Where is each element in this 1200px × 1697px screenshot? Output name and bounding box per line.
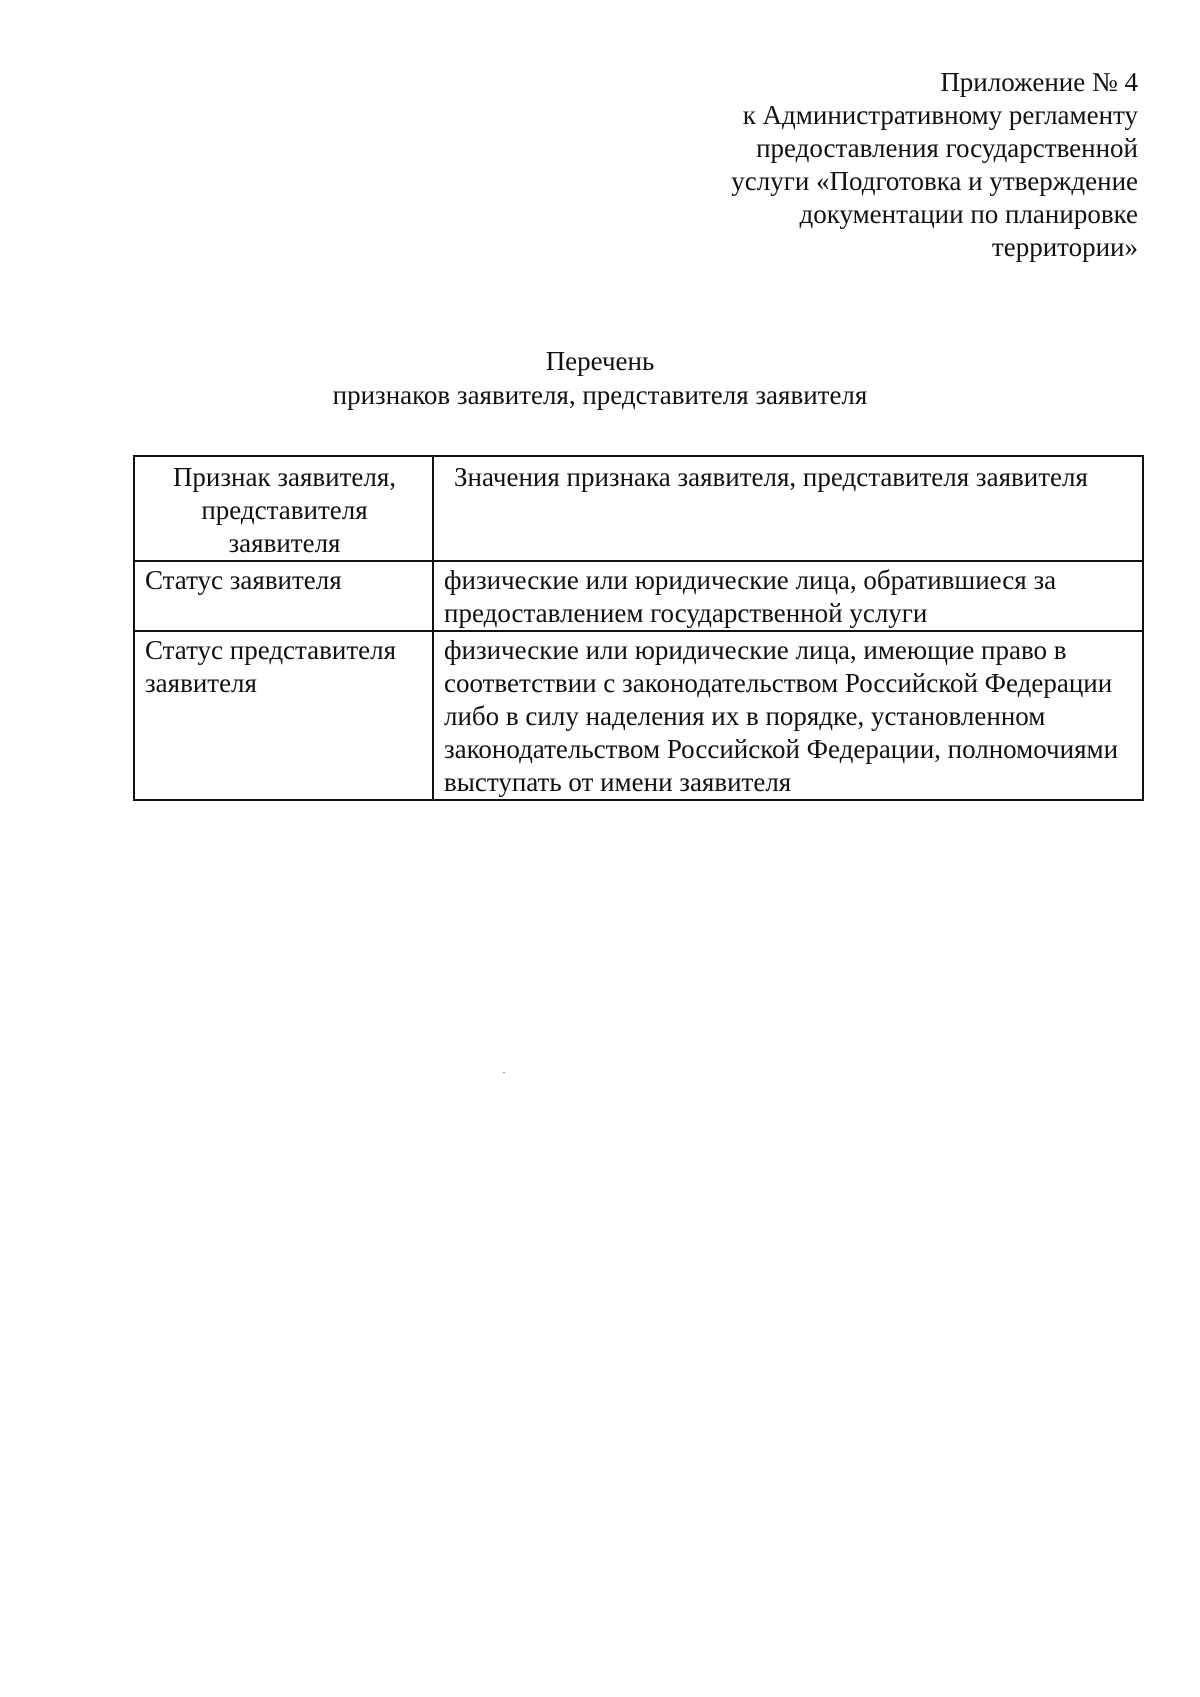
appendix-header: [538, 66, 1138, 264]
appendix-line: Приложение № 4: [940, 67, 1138, 97]
table-row: [134, 561, 1143, 631]
appendix-line: территории»: [991, 232, 1138, 262]
appendix-line: предоставления государственной: [756, 133, 1138, 163]
title-line-2: признаков заявителя, представителя заявителя: [332, 380, 868, 410]
document-title: [0, 344, 1200, 412]
row-attribute: Статус представителя заявителя: [134, 631, 433, 800]
header-attribute: Признак заявителя, представителя заявителя: [134, 456, 433, 561]
row-value: физические или юридические лица, обратившиеся за предоставлением государственной услуги: [433, 561, 1143, 631]
table-row: [134, 631, 1143, 800]
row-value: физические или юридические лица, имеющие право в соответствии с законодательством Российской Федерации либо в силу наделения их в порядке, установленном законодательством Российской Федерации, полномочиями выступать от имени заявителя: [433, 631, 1143, 800]
attributes-table: [133, 455, 1144, 801]
row-attribute: Статус заявителя: [134, 561, 433, 631]
title-line-1: Перечень: [545, 346, 655, 376]
table-header-row: [134, 456, 1143, 561]
appendix-line: услуги «Подготовка и утверждение: [731, 166, 1138, 196]
header-value: Значения признака заявителя, представителя заявителя: [433, 456, 1143, 561]
appendix-line: документации по планировке: [799, 199, 1138, 229]
appendix-line: к Административному регламенту: [742, 100, 1138, 130]
scan-speck: [503, 1072, 505, 1073]
